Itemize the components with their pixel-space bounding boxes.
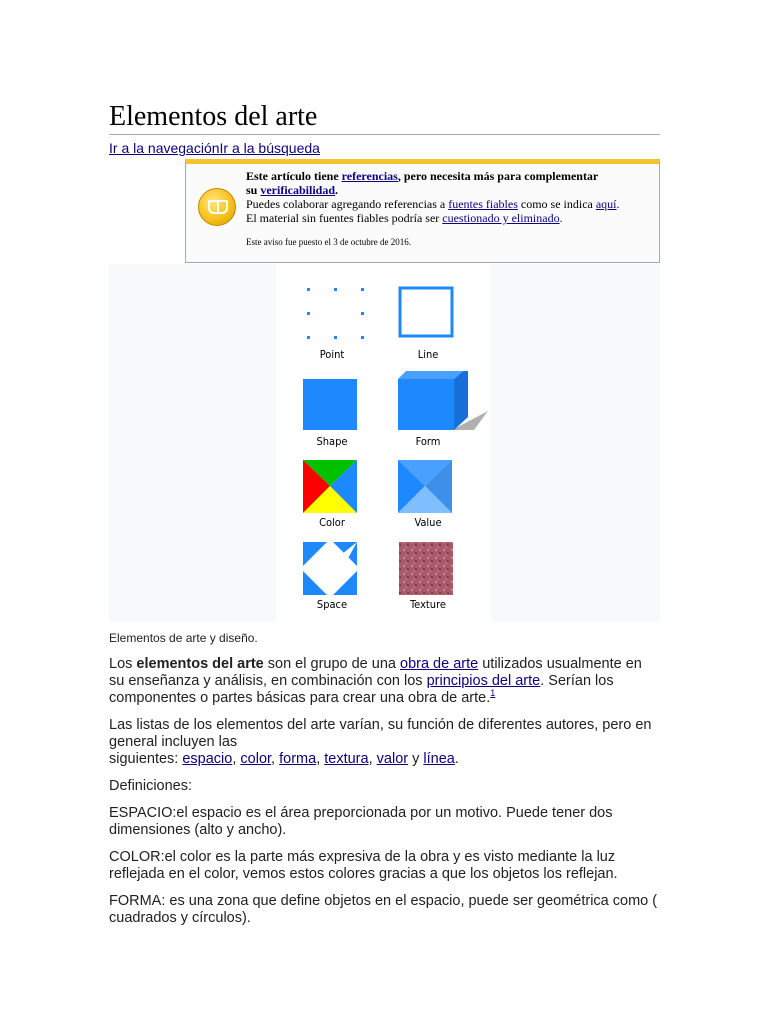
valor-link[interactable]: valor	[376, 751, 409, 767]
shape-cell	[282, 371, 382, 457]
figure	[109, 264, 660, 622]
text-segment: siguientes:	[109, 751, 183, 767]
texture-swatch-icon	[378, 540, 478, 600]
text-segment: . Serían los componentes o partes básicas para crear una obra de arte.	[109, 673, 614, 706]
notice-text-segment: su	[246, 183, 261, 197]
text-segment: .	[454, 751, 459, 767]
verificabilidad-link[interactable]: verificabilidad	[260, 183, 336, 197]
paragraph-definitions: Definiciones:	[109, 778, 193, 794]
cube-icon	[378, 371, 493, 441]
notice-text	[246, 169, 654, 249]
space-cell	[282, 540, 382, 626]
texture-cell	[378, 540, 478, 626]
line-label: Line	[417, 348, 439, 361]
jump-to-search-link[interactable]: Ir a la búsqueda	[219, 140, 320, 156]
value-cell	[378, 458, 478, 544]
line-icon	[378, 282, 478, 352]
aqui-link[interactable]: aquí	[595, 197, 617, 211]
line-cell	[378, 282, 478, 368]
texture-label: Texture	[410, 598, 446, 611]
linea-link[interactable]: línea	[423, 751, 455, 767]
espacio-link[interactable]: espacio	[182, 751, 233, 767]
text-segment: son el grupo de una	[263, 656, 400, 672]
shape-label: Shape	[316, 435, 348, 448]
notice-text-segment: Este artículo tiene	[246, 169, 342, 183]
value-label: Value	[414, 516, 442, 529]
text-segment: Las listas de los elementos del arte varían, su función de diferentes autores, pero en general incluyen las	[109, 717, 652, 750]
notice-text-segment: , pero necesita más para complementar	[397, 169, 599, 183]
referencias-link[interactable]: referencias	[341, 169, 398, 183]
reference-1-link[interactable]: 1	[490, 688, 496, 699]
fuentes-fiables-link[interactable]: fuentes fiables	[448, 197, 518, 211]
value-shading-icon	[378, 458, 478, 518]
color-label: Color	[319, 516, 345, 529]
text-segment: utilizados usualmente en su enseñanza y análisis, en combinación con los	[109, 656, 642, 689]
references-notice	[185, 159, 660, 263]
page-title: Elementos del arte	[109, 101, 318, 132]
color-wheel-icon	[282, 458, 382, 518]
notice-text-segment: .	[616, 197, 620, 211]
bold-term: elementos del arte	[136, 656, 264, 672]
paragraph-intro	[109, 656, 660, 707]
notice-text-segment: .	[559, 211, 563, 225]
separator: ,	[316, 751, 325, 767]
point-cell	[282, 282, 382, 368]
jump-to-navigation-link[interactable]: Ir a la navegación	[109, 140, 220, 156]
form-cell	[378, 371, 478, 457]
paragraph-espacio: ESPACIO:el espacio es el área preporcionada por un motivo. Puede tener dos dimensiones (alto y ancho).	[109, 805, 613, 838]
color-link[interactable]: color	[240, 751, 272, 767]
jump-links	[109, 139, 660, 157]
separator: ,	[368, 751, 377, 767]
space-label: Space	[316, 598, 348, 611]
cuestionado-link[interactable]: cuestionado y eliminado	[442, 211, 560, 225]
form-label: Form	[415, 435, 441, 448]
separator: ,	[271, 751, 280, 767]
point-icon	[282, 282, 382, 352]
notice-text-segment: .	[335, 183, 339, 197]
notice-text-segment: Puedes colaborar agregando referencias a	[246, 197, 449, 211]
figure-caption: Elementos de arte y diseño.	[109, 631, 258, 645]
notice-text-segment: El material sin fuentes fiables podría ser	[246, 211, 443, 225]
title-divider	[109, 134, 660, 135]
square-icon	[282, 371, 382, 441]
paragraph-lists	[109, 717, 660, 768]
paragraph-color: COLOR:el color es la parte más expresiva de la obra y es visto mediante la luz reflejada en el color, vemos estos colores gracias a que los objetos los reflejan.	[109, 849, 618, 882]
text-segment: Los	[109, 656, 137, 672]
paragraph-forma: FORMA: es una zona que define objetos en el espacio, puede ser geométrica como ( cuadrados y círculos).	[109, 893, 658, 926]
principios-del-arte-link[interactable]: principios del arte	[426, 673, 541, 689]
book-icon	[198, 188, 236, 226]
article	[109, 100, 660, 927]
textura-link[interactable]: textura	[324, 751, 369, 767]
obra-de-arte-link[interactable]: obra de arte	[400, 656, 479, 672]
elements-diagram-image[interactable]	[276, 264, 491, 622]
forma-link[interactable]: forma	[279, 751, 317, 767]
separator: y	[408, 751, 424, 767]
notice-text-segment: como se indica	[517, 197, 596, 211]
separator: ,	[232, 751, 241, 767]
notice-date: Este aviso fue puesto el 3 de octubre de 2016.	[246, 237, 411, 247]
space-triangles-icon	[282, 540, 382, 600]
color-cell	[282, 458, 382, 544]
point-label: Point	[319, 348, 345, 361]
